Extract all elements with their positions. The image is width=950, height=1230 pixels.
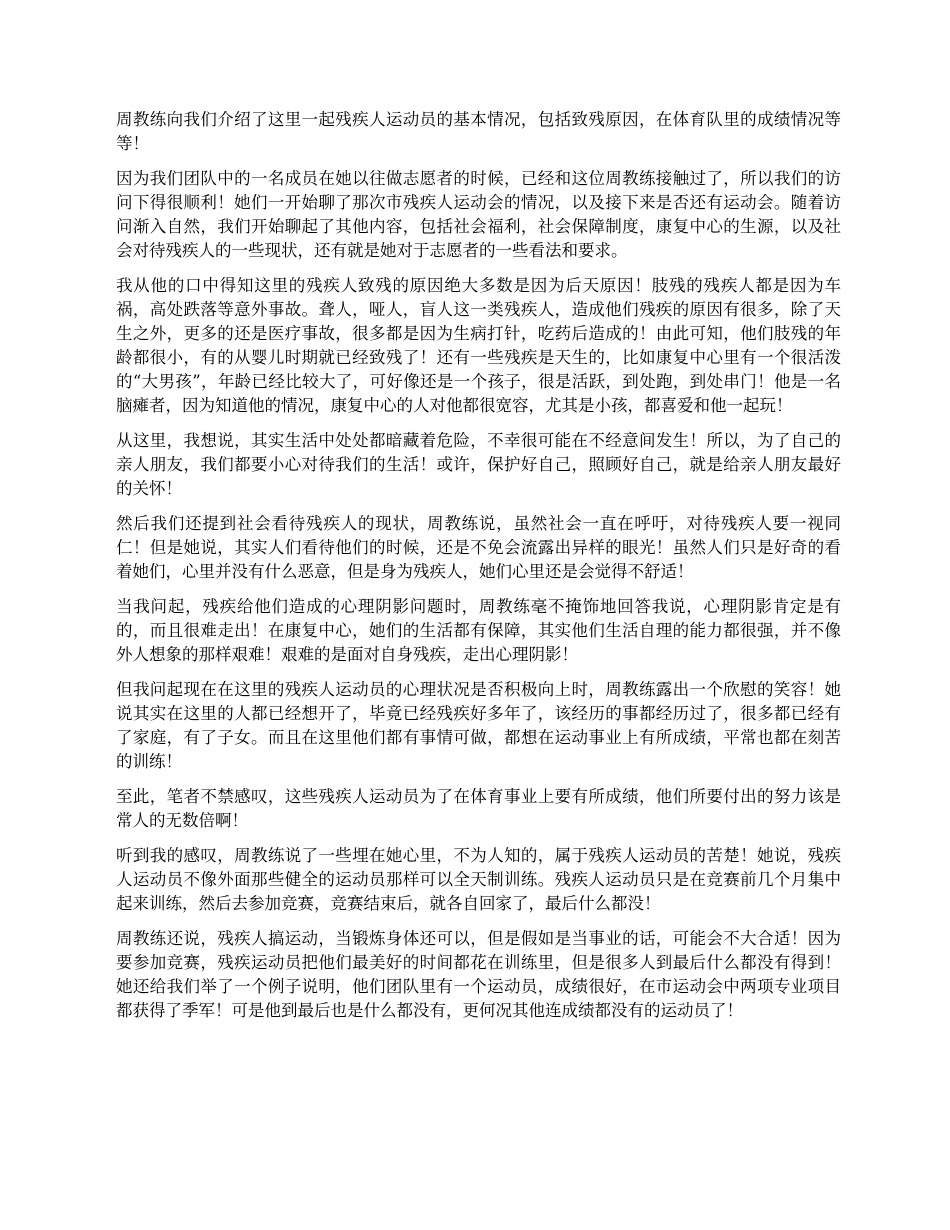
paragraph: 听到我的感叹，周教练说了一些埋在她心里，不为人知的，属于残疾人运动员的苦楚！她说，残疾人运动员不像外面那些健全的运动员那样可以全天制训练。残疾人运动员只是在竞赛前几个月集中起来训练，然后去参加竞赛，竞赛结束后，就各自回家了，最后什么都没！ (116, 846, 841, 913)
document-body (116, 108, 841, 1034)
paragraph: 但我问起现在在这里的残疾人运动员的心理状况是否积极向上时，周教练露出一个欣慰的笑容！她说其实在这里的人都已经想开了，毕竟已经残疾好多年了，该经历的事都经历过了，很多都已经有了家庭，有了子女。而且在这里他们都有事情可做，都想在运动事业上有所成绩，平常也都在刻苦的训练！ (116, 680, 841, 771)
paragraph: 然后我们还提到社会看待残疾人的现状，周教练说，虽然社会一直在呼吁，对待残疾人要一视同仁！但是她说，其实人们看待他们的时候，还是不免会流露出异样的眼光！虽然人们只是好奇的看着她们，心里并没有什么恶意，但是身为残疾人，她们心里还是会觉得不舒适！ (116, 514, 841, 581)
paragraph: 我从他的口中得知这里的残疾人致残的原因绝大多数是因为后天原因！肢残的残疾人都是因为车祸，高处跌落等意外事故。聋人，哑人，盲人这一类残疾人，造成他们残疾的原因有很多，除了天生之外，更多的还是医疗事故，很多都是因为生病打针，吃药后造成的！由此可知，他们肢残的年龄都很小，有的从婴儿时期就已经致残了！还有一些残疾是天生的，比如康复中心里有一个很活泼的“大男孩”，年龄已经比较大了，可好像还是一个孩子，很是活跃，到处跑，到处串门！他是一名脑瘫者，因为知道他的情况，康复中心的人对他都很宽容，尤其是小孩，都喜爱和他一起玩！ (116, 276, 841, 415)
paragraph: 因为我们团队中的一名成员在她以往做志愿者的时候，已经和这位周教练接触过了，所以我们的访问下得很顺利！她们一开始聊了那次市残疾人运动会的情况，以及接下来是否还有运动会。随着访问渐入自然，我们开始聊起了其他内容，包括社会福利，社会保障制度，康复中心的生源，以及社会对待残疾人的一些现状，还有就是她对于志愿者的一些看法和要求。 (116, 169, 841, 260)
paragraph: 周教练向我们介绍了这里一起残疾人运动员的基本情况，包括致残原因，在体育队里的成绩情况等等！ (116, 110, 841, 153)
paragraph: 从这里，我想说，其实生活中处处都暗藏着危险，不幸很可能在不经意间发生！所以，为了自己的亲人朋友，我们都要小心对待我们的生活！或许，保护好自己，照顾好自己，就是给亲人朋友最好的关怀！ (116, 431, 841, 498)
paragraph: 至此，笔者不禁感叹，这些残疾人运动员为了在体育事业上要有所成绩，他们所要付出的努力该是常人的无数倍啊！ (116, 787, 841, 830)
paragraph: 当我问起，残疾给他们造成的心理阴影问题时，周教练毫不掩饰地回答我说，心理阴影肯定是有的，而且很难走出！在康复中心，她们的生活都有保障，其实他们生活自理的能力都很强，并不像外人想象的那样艰难！艰难的是面对自身残疾，走出心理阴影！ (116, 597, 841, 664)
paragraph: 周教练还说，残疾人搞运动，当锻炼身体还可以，但是假如是当事业的话，可能会不大合适！因为要参加竞赛，残疾运动员把他们最美好的时间都花在训练里，但是很多人到最后什么都没有得到！她还给我们举了一个例子说明，他们团队里有一个运动员，成绩很好，在市运动会中两项专业项目都获得了季军！可是他到最后也是什么都没有，更何况其他连成绩都没有的运动员了！ (116, 929, 841, 1020)
